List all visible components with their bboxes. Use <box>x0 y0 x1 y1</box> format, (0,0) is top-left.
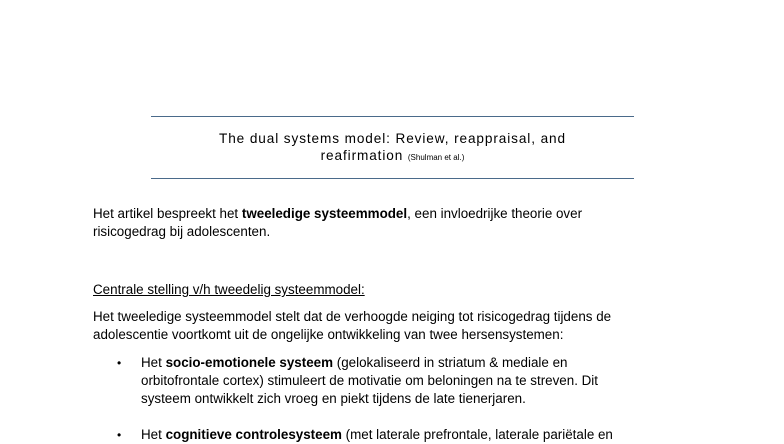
thesis-line-2: adolescentie voortkomt uit de ongelijke ontwikkeling van twee hersensystemen: <box>93 327 564 342</box>
title-line-2 <box>151 147 634 166</box>
bullet-1-bold-term: socio-emotionele systeem <box>165 355 334 370</box>
thesis-line-1: Het tweeledige systeemmodel stelt dat de verhoogde neiging tot risicogedrag tijdens de <box>93 309 612 324</box>
title-top-rule <box>151 116 634 117</box>
bullet-2-line-1 <box>141 426 701 444</box>
title-citation: (Shulman et al.) <box>407 153 465 162</box>
bullet-1-post: (gelokaliseerd in striatum & mediale en <box>333 355 568 370</box>
intro-line-2: risicogedrag bij adolescenten. <box>93 224 271 239</box>
thesis-paragraph <box>93 308 693 344</box>
intro-line-1 <box>93 205 693 223</box>
bullet-2-bold-term: cognitieve controlesysteem <box>165 427 342 442</box>
bullet-symbol-1: • <box>117 356 122 370</box>
intro-post: , een invloedrijke theorie over <box>407 206 583 221</box>
bullet-1-pre: Het <box>141 355 166 370</box>
bullet-1-line-1 <box>141 354 701 372</box>
bullet-2-post: (met laterale prefrontale, laterale pariëtale en <box>341 427 613 442</box>
bullet-1-line-3: systeem ontwikkelt zich vroeg en piekt tijdens de late tienerjaren. <box>141 391 526 406</box>
bullet-item-1 <box>141 354 701 408</box>
bullet-1-line-2: orbitofrontale cortex) stimuleert de motivatie om beloningen na te streven. Dit <box>141 373 598 388</box>
title-line-1: The dual systems model: Review, reappraisal, and <box>219 131 566 146</box>
intro-pre: Het artikel bespreekt het <box>93 206 242 221</box>
document-title <box>151 130 634 166</box>
title-line-2-text: reafirmation <box>320 148 404 163</box>
bullet-item-2 <box>141 426 701 444</box>
intro-bold-term: tweeledige systeemmodel <box>241 206 408 221</box>
intro-paragraph <box>93 205 693 241</box>
bullet-2-pre: Het <box>141 427 166 442</box>
section-heading: Centrale stelling v/h tweedelig systeemmodel: <box>93 282 365 297</box>
bullet-symbol-2: • <box>117 428 122 442</box>
title-bottom-rule <box>151 178 634 179</box>
